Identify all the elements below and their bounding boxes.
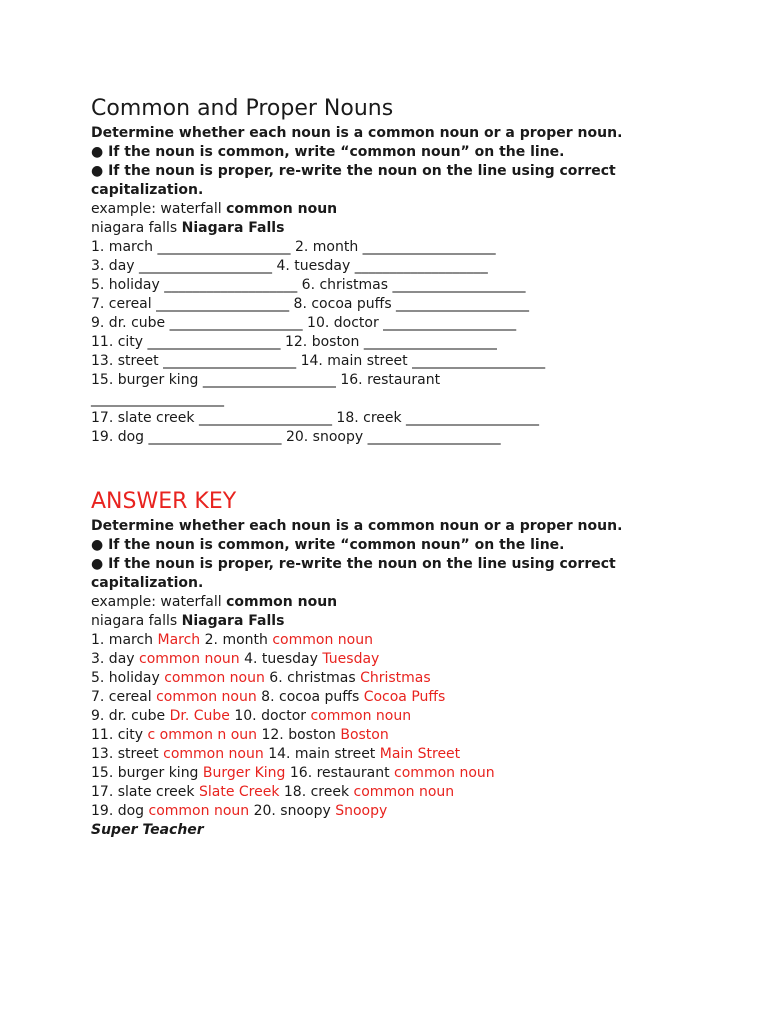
example-prefix: niagara falls	[91, 613, 182, 629]
instruction-line: capitalization.	[91, 182, 204, 198]
example-answer: Niagara Falls	[181, 613, 285, 629]
example-answer: common noun	[226, 594, 338, 610]
worksheet-row: 11. city ___________________ 12. boston ___________________	[91, 334, 497, 350]
prompt-text: 10. doctor	[229, 708, 311, 724]
answer-text: common noun	[394, 765, 495, 781]
worksheet-row: 13. street ___________________ 14. main street ___________________	[91, 353, 546, 369]
answer-text: Tuesday	[322, 651, 380, 667]
prompt-text: 6. christmas	[264, 670, 361, 686]
answer-text: Dr. Cube	[169, 708, 230, 724]
answer-key-title: ANSWER KEY	[91, 489, 237, 514]
instruction-line: Determine whether each noun is a common noun or a proper noun.	[91, 518, 623, 534]
instruction-line: ● If the noun is proper, re-write the noun on the line using correct	[91, 556, 616, 572]
signature: Super Teacher	[91, 822, 204, 838]
prompt-text: 14. main street	[263, 746, 380, 762]
example-answer: Niagara Falls	[181, 220, 285, 236]
example-line	[91, 593, 677, 612]
example-line	[91, 200, 677, 219]
answer-row	[91, 707, 677, 726]
prompt-text: 9. dr. cube	[91, 708, 170, 724]
answer-row	[91, 783, 677, 802]
answer-text: common noun	[139, 651, 240, 667]
answer-row	[91, 631, 677, 650]
answer-text: Christmas	[360, 670, 431, 686]
worksheet-title: Common and Proper Nouns	[91, 96, 394, 121]
instruction-line: Determine whether each noun is a common noun or a proper noun.	[91, 125, 623, 141]
prompt-text: 13. street	[91, 746, 164, 762]
answer-text: common noun	[163, 746, 264, 762]
answer-key-rows	[91, 631, 677, 821]
answer-text: Slate Creek	[198, 784, 280, 800]
answer-text: common noun	[353, 784, 455, 800]
answer-row	[91, 650, 677, 669]
prompt-text: 4. tuesday	[239, 651, 323, 667]
worksheet-rows	[91, 238, 677, 447]
prompt-text: 19. dog	[91, 803, 149, 819]
answer-text: c ommon n oun	[147, 727, 258, 743]
prompt-text: 8. cocoa puffs	[256, 689, 364, 705]
worksheet-row: 19. dog ___________________ 20. snoopy ___________________	[91, 429, 501, 445]
prompt-text: 16. restaurant	[285, 765, 395, 781]
prompt-text: 5. holiday	[91, 670, 165, 686]
answer-row	[91, 745, 677, 764]
answer-text: Burger King	[202, 765, 286, 781]
instruction-line: ● If the noun is proper, re-write the noun on the line using correct	[91, 163, 616, 179]
prompt-text: 2. month	[200, 632, 273, 648]
answer-text: Cocoa Puffs	[363, 689, 446, 705]
prompt-text: 1. march	[91, 632, 158, 648]
answer-key-section	[91, 489, 677, 840]
prompt-text: 20. snoopy	[249, 803, 336, 819]
prompt-text: 12. boston	[257, 727, 341, 743]
instruction-line: ● If the noun is common, write “common noun” on the line.	[91, 144, 565, 160]
worksheet-row: 5. holiday ___________________ 6. christmas ___________________	[91, 277, 526, 293]
example-line	[91, 219, 677, 238]
instruction-line: ● If the noun is common, write “common noun” on the line.	[91, 537, 565, 553]
prompt-text: 3. day	[91, 651, 140, 667]
example-answer: common noun	[226, 201, 338, 217]
worksheet-row: 3. day ___________________ 4. tuesday ___________________	[91, 258, 488, 274]
worksheet-row: 17. slate creek ___________________ 18. creek ___________________	[91, 410, 540, 426]
answer-row	[91, 669, 677, 688]
answer-row	[91, 726, 677, 745]
example-prefix: example: waterfall	[91, 594, 227, 610]
answer-text: Boston	[340, 727, 389, 743]
instruction-line: capitalization.	[91, 575, 204, 591]
example-prefix: example: waterfall	[91, 201, 227, 217]
worksheet-row: ___________________	[91, 391, 224, 407]
prompt-text: 18. creek	[279, 784, 354, 800]
worksheet-section	[91, 96, 677, 447]
answer-row	[91, 688, 677, 707]
worksheet-row: 1. march ___________________ 2. month ___________________	[91, 239, 496, 255]
answer-text: common noun	[164, 670, 265, 686]
answer-text: March	[157, 632, 201, 648]
example-line	[91, 612, 677, 631]
prompt-text: 7. cereal	[91, 689, 157, 705]
answer-text: common noun	[156, 689, 257, 705]
answer-row	[91, 764, 677, 783]
example-prefix: niagara falls	[91, 220, 182, 236]
prompt-text: 15. burger king	[91, 765, 203, 781]
answer-text: common noun	[148, 803, 250, 819]
prompt-text: 11. city	[91, 727, 148, 743]
worksheet-row: 7. cereal ___________________ 8. cocoa puffs ___________________	[91, 296, 530, 312]
answer-row	[91, 802, 677, 821]
worksheet-row: 15. burger king ___________________ 16. restaurant	[91, 372, 441, 388]
answer-text: common noun	[272, 632, 373, 648]
answer-text: common noun	[310, 708, 412, 724]
answer-text: Main Street	[379, 746, 461, 762]
prompt-text: 17. slate creek	[91, 784, 199, 800]
answer-text: Snoopy	[335, 803, 388, 819]
worksheet-row: 9. dr. cube ___________________ 10. doctor ___________________	[91, 315, 517, 331]
